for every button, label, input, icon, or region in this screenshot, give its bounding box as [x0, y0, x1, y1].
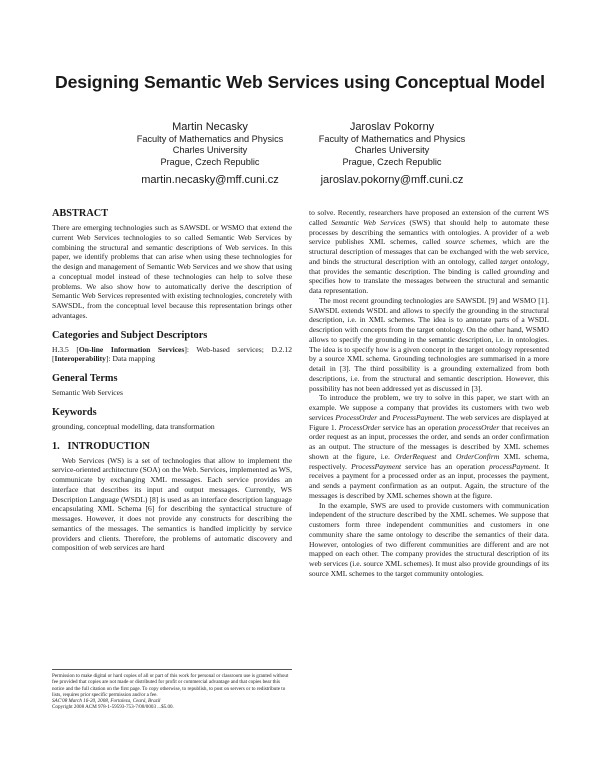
author-name: Martin Necasky	[172, 121, 248, 133]
introduction-paragraph: Web Services (WS) is a set of technologies that allow to implement the service-oriented architecture (SOA) on the Web. Services, implemented as WS, communicate by exchanging XML messages. Each service provides an interface that describes its input and output messages. Currently, WS Description Language (WSDL) [8] is used as an interface description language encapsulating XML Schema [6] for describing the syntactical structure of messages. However, it does not provide any constructs for describing the semantics of the messages. The semantics is handled implicitly by service providers and clients. Therefore, the problems of automatic discovery and composition of web services are hard	[52, 455, 292, 553]
author-email: jaroslav.pokorny@mff.cuni.cz	[320, 174, 464, 187]
author-university: Charles University	[354, 145, 430, 156]
copyright-footnote	[52, 669, 292, 711]
left-column	[52, 208, 292, 553]
abstract-text: There are emerging technologies such as SAWSDL or WSMO that extend the current Web Services technologies to so called Semantic Web Services by combining the structural and semantic descriptions of Web services. In this paper, we identify problems that can arise when using these technologies for the design and management of Semantic Web Services and we show that using a conceptual model instead of these technologies can help to solve these problems. We also show how to automatically derive the description of Semantic Web Services represented with existing technologies, concretely with SAWSDL, from the conceptual level because this representation brings other advantages.	[52, 223, 292, 320]
introduction-heading: 1. INTRODUCTION	[52, 440, 150, 452]
keywords-text: grounding, conceptual modelling, data transformation	[52, 421, 215, 431]
paper-title: Designing Semantic Web Services using Conceptual Model	[55, 72, 545, 92]
copyright-line: Copyright 2008 ACM 978-1-59593-753-7/08/0003 ...$5.00.	[52, 704, 174, 711]
keywords-heading: Keywords	[52, 406, 97, 418]
permission-notice: Permission to make digital or hard copies of all or part of this work for personal or classroom use is granted without fee provided that copies are not made or distributed for profit or commercial advantage and that copies bear this notice and the full citation on the first page. To copy otherwise, to republish, to post on servers or to redistribute to lists, requires prior specific permission and/or a fee.	[52, 673, 289, 698]
keywords-section	[52, 407, 292, 432]
introduction-section	[52, 441, 292, 554]
author-block-pokorny	[262, 120, 522, 187]
author-location: Prague, Czech Republic	[342, 156, 442, 167]
general-terms-heading: General Terms	[52, 373, 118, 384]
body-paragraph: To introduce the problem, we try to solve in this paper, we start with an example. We suppose a company that provides its customers with two web services ProcessOrder and ProcessPayment. The web services are displayed at Figure 1. ProcessOrder service has an operation processOrder that receives an order request as an input, processes the order, and sends an order confirmation as an output. The structure of the messages is described by XML schemes shown at the figure, i.e. OrderRequest and OrderConfirm XML schema, respectively. ProcessPayment service has an operation processPayment. It receives a payment for a processed order as an input, processes the payment, and sends a payment confirmation as an output. Again, the structure of the messages is described by XML schemes shown at the figure.	[309, 393, 550, 500]
body-paragraph: to solve. Recently, researchers have proposed an extension of the current WS called Semantic Web Services (SWS) that should help to automate these processes by describing the semantics with ontologies. A provider of a web service publishes XML schemes, called source schemes, which are the structural description of messages that can be exchanged with the web service, and binds the structural description with an ontology, called target ontology, that provides the semantic description. The binding is called grounding and specifies how to translate the messages between the structural and semantic data representation.	[309, 208, 549, 295]
author-affiliation: Faculty of Mathematics and Physics	[318, 134, 466, 144]
general-terms-text: Semantic Web Services	[52, 388, 123, 397]
author-affiliation: Faculty of Mathematics and Physics	[136, 134, 284, 144]
general-terms-section	[52, 373, 292, 398]
author-email: martin.necasky@mff.cuni.cz	[141, 174, 279, 187]
author-location: Prague, Czech Republic	[160, 156, 260, 167]
right-column	[309, 208, 549, 579]
conference-line: SAC'08 March 16-20, 2008, Fortaleza, Ceará, Brazil	[52, 698, 161, 705]
body-paragraph: The most recent grounding technologies are SAWSDL [9] and WSMO [1]. SAWSDL extends WSDL and allows to specify the grounding in the structural description, i.e. in XML schemes. The idea is to annotate parts of a WSDL description with concepts from the target ontology. On the other hand, WSMO allows to specify the grounding in the semantic description, i.e. in ontologies. The idea is to specify how is a given concept in the target ontology represented by a source XML schema. Grounding technologies are summarised in a more detail in [3]. The third possibility is a grounding externalized from both descriptions, i.e. from the structural and semantic description. However, this possibility has not been addressed yet as discussed in [3].	[309, 295, 549, 393]
author-name: Jaroslav Pokorny	[349, 121, 435, 133]
abstract-heading: ABSTRACT	[52, 208, 109, 219]
categories-section	[52, 330, 292, 365]
categories-heading: Categories and Subject Descriptors	[52, 329, 208, 341]
author-university: Charles University	[172, 145, 248, 156]
body-paragraph: In the example, SWS are used to provide customers with communication independent of the structure described by the XML schemes. We suppose that customers form three independent communities and customers in one community share the same ontology to describe the semantics of their data. However, ontologies of two different communities are different and are not mapped on each other. The company provides the structural description of its web services (i.e. source XML schemes). It must also provide groundings of its source XML schemes to the target community ontologies.	[309, 500, 549, 578]
categories-text: H.3.5 [On-line Information Services]: Web-based services; D.2.12 [Interoperability]: Data mapping	[52, 344, 292, 364]
